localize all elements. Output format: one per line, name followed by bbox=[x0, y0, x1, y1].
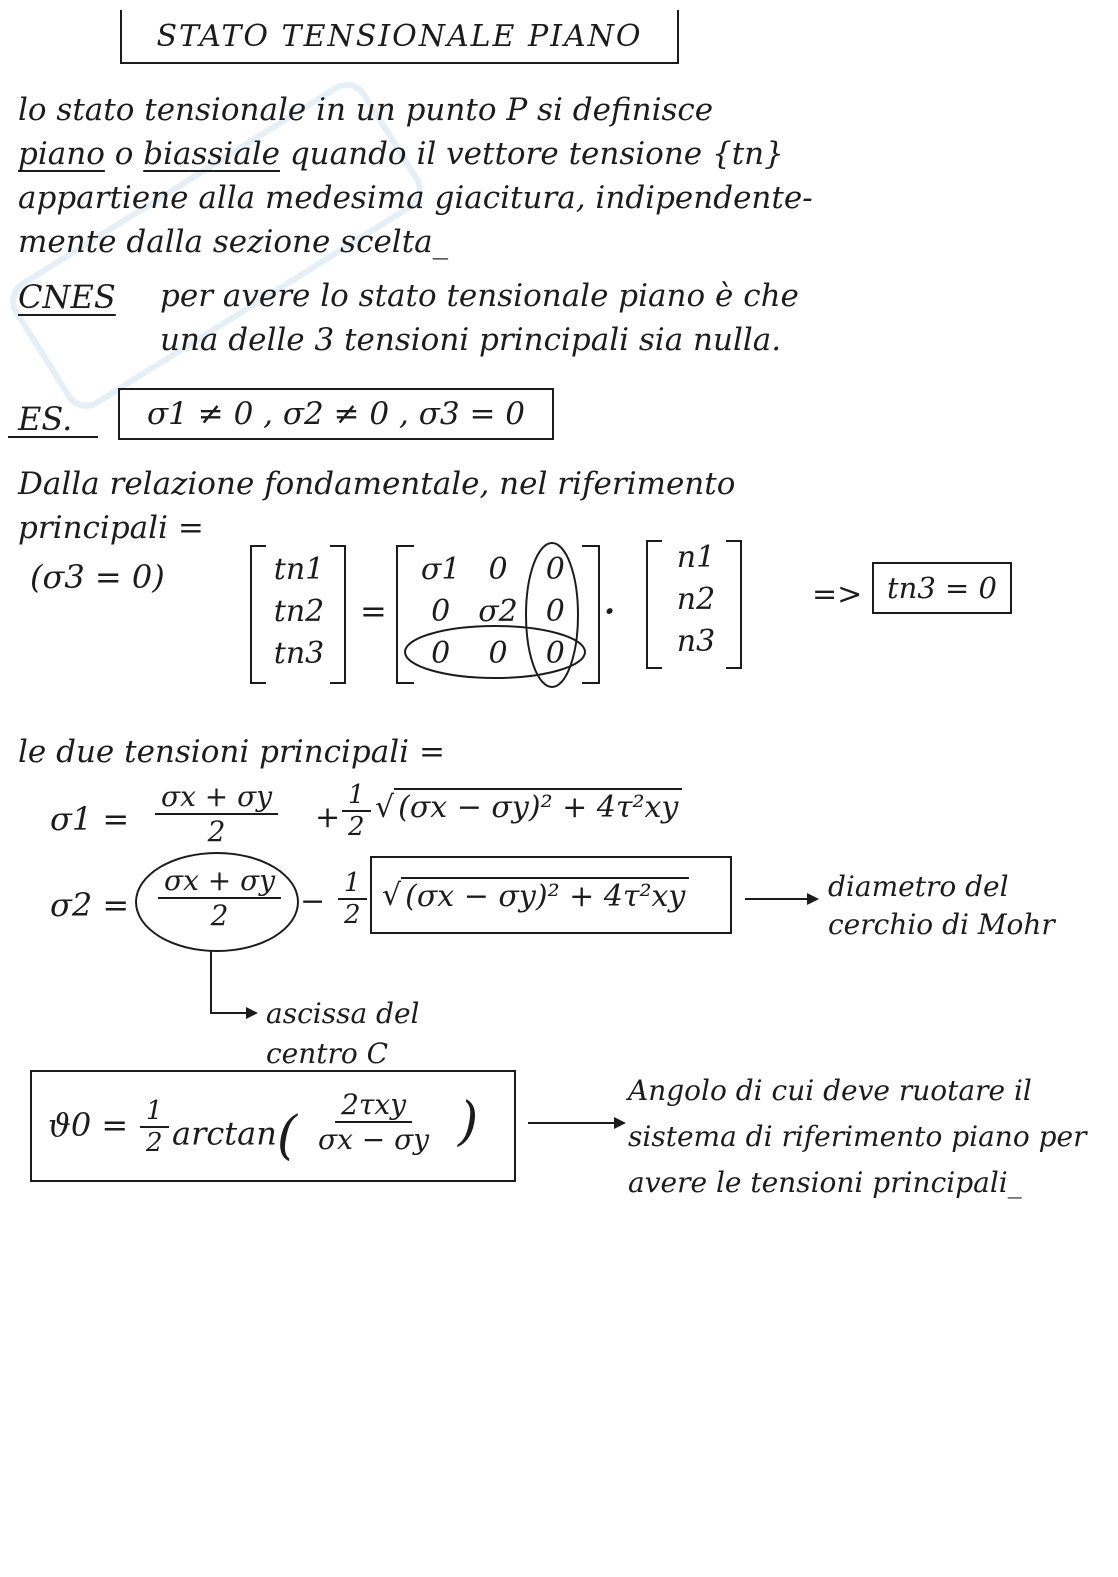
sigma2-half bbox=[338, 868, 367, 930]
matrix-cell: σ2 bbox=[478, 594, 518, 629]
sigma1-frac-den: 2 bbox=[207, 815, 226, 848]
open-paren: ( bbox=[276, 1106, 298, 1166]
diameter-box bbox=[370, 856, 732, 934]
intro-line-2-connector: o bbox=[104, 136, 144, 172]
intro-line-4: mente dalla sezione scelta_ bbox=[18, 224, 449, 260]
matrix-cell: 0 bbox=[431, 594, 451, 629]
angle-frac-num: 2τxy bbox=[335, 1088, 412, 1123]
equals-sign: = bbox=[360, 592, 387, 630]
angle-half-den: 2 bbox=[146, 1128, 163, 1158]
angle-half bbox=[140, 1096, 169, 1158]
angle-function bbox=[172, 1106, 297, 1166]
vector-n-entry: n2 bbox=[676, 582, 716, 617]
example-box: σ1 ≠ 0 , σ2 ≠ 0 , σ3 = 0 bbox=[118, 388, 554, 440]
cnes-line-2: una delle 3 tensioni principali sia nulla. bbox=[160, 322, 782, 358]
angle-frac-den: σx − σy bbox=[318, 1123, 430, 1156]
sigma2-fraction bbox=[158, 864, 281, 932]
sigma2-frac-den: 2 bbox=[210, 899, 229, 932]
matrix-cell: σ1 bbox=[420, 552, 461, 587]
vector-t-entry: tn1 bbox=[273, 552, 325, 587]
intro-line-2 bbox=[18, 132, 1078, 176]
term-piano: piano bbox=[18, 136, 105, 172]
angle-fraction bbox=[318, 1088, 429, 1156]
sigma2-minus: − bbox=[300, 884, 326, 919]
relation-line-2: principali = bbox=[18, 510, 204, 546]
matrix-cell: 0 bbox=[545, 594, 565, 629]
example-underline bbox=[8, 436, 98, 438]
sigma1-root-content: (σx − σy)² + 4τ²xy bbox=[394, 788, 682, 825]
dot-operator: · bbox=[604, 592, 616, 630]
arrow-right-icon bbox=[745, 898, 817, 900]
sigma1-frac-num: σx + σy bbox=[155, 780, 278, 815]
arrow-right-icon bbox=[210, 1012, 256, 1014]
sigma1-lhs: σ1 = bbox=[50, 800, 130, 838]
vector-n-entry: n3 bbox=[676, 624, 716, 659]
sigma1-half-num: 1 bbox=[342, 780, 371, 812]
sigma2-half-num: 1 bbox=[338, 868, 367, 900]
angle-note: Angolo di cui deve ruotare il sistema di riferimento piano per avere le tensioni principali_ bbox=[628, 1074, 1087, 1199]
relation-line-1: Dalla relazione fondamentale, nel riferimento bbox=[18, 466, 736, 502]
matrix-cell: 0 bbox=[545, 636, 565, 671]
term-biassiale: biassiale bbox=[143, 136, 280, 172]
matrix-cell: 0 bbox=[488, 552, 508, 587]
note-diameter: diametro del cerchio di Mohr bbox=[828, 870, 1055, 941]
sqrt-icon: √ bbox=[375, 790, 395, 825]
vector-t-entry: tn2 bbox=[273, 594, 325, 629]
matrix-cell: 0 bbox=[488, 636, 508, 671]
sigma1-half bbox=[342, 780, 371, 842]
vector-t-entry: tn3 bbox=[273, 636, 325, 671]
center-arrow-stem bbox=[210, 950, 212, 1012]
intro-line-1: lo stato tensionale in un punto P si definisce bbox=[18, 92, 714, 128]
note-center: ascissa del centro C bbox=[266, 997, 420, 1070]
sigma1-root bbox=[375, 788, 682, 825]
sigma2-frac-num: σx + σy bbox=[158, 864, 281, 899]
implies-sign: => bbox=[812, 577, 863, 612]
sigma2-lhs: σ2 = bbox=[50, 886, 130, 924]
principal-heading: le due tensioni principali = bbox=[18, 734, 445, 770]
vector-t bbox=[262, 552, 336, 678]
matrix-cell: 0 bbox=[545, 552, 565, 587]
intro-line-2-rest: quando il vettore tensione {tn} bbox=[279, 136, 784, 172]
angle-half-num: 1 bbox=[140, 1096, 169, 1128]
sigma1-plus: + bbox=[315, 800, 341, 835]
intro-line-3: appartiene alla medesima giacitura, indipendente- bbox=[18, 180, 813, 216]
close-paren: ) bbox=[458, 1092, 479, 1152]
sigma2-half-den: 2 bbox=[344, 900, 361, 930]
vector-n bbox=[660, 540, 732, 666]
angle-func: arctan bbox=[172, 1114, 277, 1153]
sigma2-root-content: (σx − σy)² + 4τ²xy bbox=[401, 877, 689, 914]
cnes-label: CNES bbox=[18, 278, 116, 316]
arrow-right-icon bbox=[528, 1122, 624, 1124]
condition-sigma3: (σ3 = 0) bbox=[30, 558, 165, 596]
cnes-line-1: per avere lo stato tensionale piano è che bbox=[160, 278, 799, 314]
vector-n-entry: n1 bbox=[676, 540, 716, 575]
sigma1-fraction bbox=[155, 780, 278, 848]
matrix-circled-zeros bbox=[400, 540, 600, 690]
matrix-cell: 0 bbox=[431, 636, 451, 671]
page-title: STATO TENSIONALE PIANO bbox=[120, 10, 679, 64]
sigma1-half-den: 2 bbox=[348, 812, 365, 842]
sqrt-icon: √ bbox=[382, 877, 402, 913]
example-label: ES. bbox=[18, 400, 73, 438]
angle-lhs: ϑ0 = bbox=[48, 1106, 129, 1144]
result-box: tn3 = 0 bbox=[872, 562, 1012, 614]
